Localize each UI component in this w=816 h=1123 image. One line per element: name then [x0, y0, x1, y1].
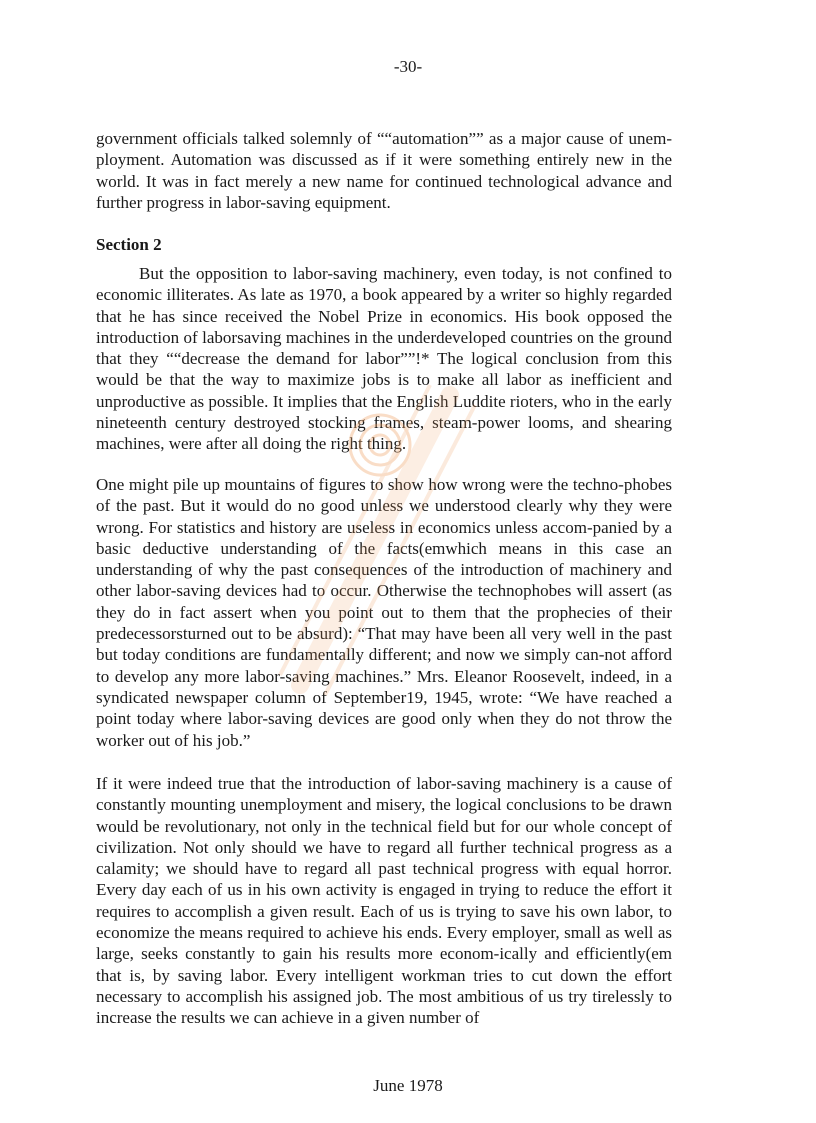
- page-number: -30-: [393, 57, 423, 76]
- paragraph-continuation: [96, 128, 672, 213]
- page-footer: June 1978: [373, 1076, 443, 1095]
- paragraph-labor-saving: [96, 773, 672, 1029]
- paragraph-text: One might pile up mountains of figures to show how wrong were the techno-phobes of the past. But it would do no good unless we understood clearly why they were wrong. For statistics and history are useless in economics unless accom-panied by a basic deductive understanding of the facts(emwhich means in this case an understanding of why the past consequences of the introduction of machinery and other labor-saving devices had to occur. Otherwise the technophobes will assert (as they do in fact assert when you point out to them that the prophecies of their predecessorsturned out to be absurd): “That may have been all very well in the past but today conditions are fundamentally different; and now we simply can-not afford to develop any more labor-saving machines.” Mrs. Eleanor Roosevelt, indeed, in a syndicated newspaper column of September19, 1945, wrote: “We have reached a point today where labor-saving devices are good only when they do not throw the worker out of his job.”: [96, 475, 672, 750]
- paragraph-section2: [96, 263, 672, 455]
- paragraph-technophobes: [96, 474, 672, 751]
- paragraph-text: government officials talked solemnly of ““automation”” as a major cause of unem-ployment. Automation was discussed as if it were something entirely new in the world. It was in fact merely a new name for continued technological advance and further progress in labor-saving equipment.: [96, 129, 672, 212]
- section-heading: Section 2: [96, 235, 162, 254]
- paragraph-text: But the opposition to labor-saving machinery, even today, is not confined to economic illiterates. As late as 1970, a book appeared by a writer so highly regarded that he has since received the Nobel Prize in economics. His book opposed the introduction of laborsaving machines in the underdeveloped countries on the ground that they ““decrease the demand for labor””!* The logical conclusion from this would be that the way to maximize jobs is to make all labor as inefficient and unproductive as possible. It implies that the English Luddite rioters, who in the early nineteenth century destroyed stocking frames, steam-power looms, and shearing machines, were after all doing the right thing.: [96, 264, 672, 454]
- paragraph-text: If it were indeed true that the introduction of labor-saving machinery is a cause of constantly mounting unemployment and misery, the logical conclusions to be drawn would be revolutionary, not only in the technical field but for our whole concept of civilization. Not only should we have to regard all further technical progress as a calamity; we should have to regard all past technical progress with equal horror. Every day each of us in his own activity is engaged in trying to reduce the effort it requires to accomplish a given result. Each of us is trying to save his own labor, to economize the means required to achieve his ends. Every employer, small as well as large, seeks constantly to gain his results more econom-ically and efficiently(em that is, by saving labor. Every intelligent workman tries to cut down the effort necessary to accomplish his assigned job. The most ambitious of us try tirelessly to increase the results we can achieve in a given number of: [96, 774, 672, 1028]
